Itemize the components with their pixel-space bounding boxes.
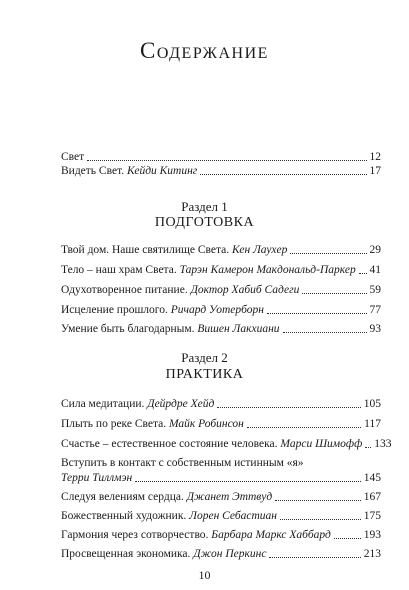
toc-entry <box>61 437 392 451</box>
toc-entry-title: Божественный художник. <box>61 510 187 522</box>
toc-entry-title: Видеть Свет. <box>61 165 125 177</box>
toc-entry-author: Джон Перкинс <box>193 548 267 560</box>
toc-entry-text <box>61 397 214 411</box>
toc-entry-text <box>61 263 356 277</box>
toc-entry-author: Кейди Китинг <box>126 165 198 177</box>
section-number: Раздел 1 <box>181 199 228 214</box>
toc-page-number: 213 <box>363 548 381 560</box>
toc-entry-author: Джанет Эттвуд <box>186 491 273 503</box>
toc-entry-title: Одухотворенное питание. <box>61 284 188 296</box>
toc-entry-title: Счастье – естественное состояние человека. <box>61 438 278 450</box>
toc-entry <box>61 150 381 164</box>
toc-leader-dots <box>290 253 366 254</box>
toc-entry <box>61 322 381 336</box>
toc-entry-title: Твой дом. Наше святилище Света. <box>61 244 230 256</box>
toc-entry-title: Тело – наш храм Света. <box>61 264 177 276</box>
toc-page-number: 12 <box>369 151 381 163</box>
toc-leader-dots <box>275 500 361 501</box>
toc-entry <box>61 164 381 178</box>
toc-entry-title: Исцеление прошлого. <box>61 304 168 316</box>
toc-entry-title: Умение быть благодарным. <box>61 323 195 335</box>
toc-entry-text <box>61 164 197 178</box>
toc-entry <box>61 547 381 561</box>
toc-leader-dots <box>365 447 371 448</box>
toc-entry-text <box>61 490 272 504</box>
toc-page-number: 29 <box>369 244 381 256</box>
toc-leader-dots <box>200 174 366 175</box>
toc-page-number: 117 <box>364 418 381 430</box>
toc-entry-title: Плыть по реке Света. <box>61 418 167 430</box>
toc-entry <box>61 490 381 504</box>
toc-leader-dots <box>302 293 366 294</box>
toc-entry-text <box>61 303 264 317</box>
toc-leader-dots <box>280 519 361 520</box>
toc-entry-author: Вишен Лакхиани <box>197 323 280 335</box>
toc-entry-title: Просвещенная экономика. <box>61 548 191 560</box>
toc-entry <box>61 263 381 277</box>
toc-entry-title: Сила медитации. <box>61 398 145 410</box>
toc-leader-dots <box>269 557 360 558</box>
toc-entry-text <box>61 471 132 485</box>
toc-leader-dots <box>283 332 367 333</box>
toc-entry-text <box>61 322 280 336</box>
toc-leader-dots <box>217 407 360 408</box>
toc-entry-text <box>61 150 84 164</box>
toc-page-number: 145 <box>363 472 381 484</box>
toc-entry <box>61 509 381 523</box>
toc-entry <box>61 528 381 542</box>
toc-entry-author: Тарэн Камерон Макдональд-Паркер <box>179 264 356 276</box>
section-title: ПРАКТИКА <box>165 367 244 382</box>
toc-entry-title: Свет <box>61 151 85 163</box>
toc-entry-title-line: Вступить в контакт с собственным истинным «я» <box>61 457 304 469</box>
toc-entry <box>61 283 381 297</box>
toc-page-number: 175 <box>363 510 381 522</box>
toc-leader-dots <box>334 538 361 539</box>
toc-entry-author: Барбара Маркс Хаббард <box>211 529 331 541</box>
toc-entry-title: Следуя велениям сердца. <box>61 491 184 503</box>
toc-entry-title: Гармония через сотворчество. <box>61 529 209 541</box>
toc-entry <box>61 303 381 317</box>
page-title: Содержание <box>140 38 269 63</box>
toc-entry-text <box>61 243 287 257</box>
toc-entry-author: Кен Лаухер <box>231 244 288 256</box>
toc-entry-text <box>61 528 331 542</box>
page-number: 10 <box>198 568 211 582</box>
toc-leader-dots <box>267 313 367 314</box>
toc-page-number: 59 <box>369 284 381 296</box>
toc-entry <box>61 417 381 431</box>
toc-page-number: 167 <box>363 491 381 503</box>
toc-leader-dots <box>135 481 361 482</box>
toc-entry-author: Майк Робинсон <box>169 418 244 430</box>
toc-leader-dots <box>87 160 366 161</box>
toc-entry-author: Лорен Себастиан <box>189 510 277 522</box>
toc-entry <box>61 243 381 257</box>
toc-page-number: 41 <box>369 264 381 276</box>
toc-leader-dots <box>247 427 361 428</box>
toc-entry-text <box>61 547 266 561</box>
toc-entry-text <box>61 417 244 431</box>
toc-page-number: 77 <box>369 304 381 316</box>
toc-entry-text <box>61 509 277 523</box>
toc-entry-author: Дейрдре Хейд <box>147 398 215 410</box>
toc-page-number: 133 <box>374 438 392 450</box>
toc-leader-dots <box>359 273 367 274</box>
section-number: Раздел 2 <box>181 350 228 365</box>
toc-entry-author: Ричард Уотерборн <box>170 304 264 316</box>
toc-entry <box>61 471 381 485</box>
toc-page-number: 193 <box>363 529 381 541</box>
toc-entry <box>61 397 381 411</box>
toc-entry-text <box>61 283 299 297</box>
toc-page-number: 105 <box>363 398 381 410</box>
section-title: ПОДГОТОВКА <box>154 215 255 230</box>
toc-entry-author: Терри Тиллмэн <box>61 472 133 484</box>
toc-page-number: 17 <box>369 165 381 177</box>
toc-entry-author: Доктор Хабиб Садеги <box>190 284 300 296</box>
toc-page-number: 93 <box>369 323 381 335</box>
toc-entry-author: Марси Шимофф <box>280 438 363 450</box>
toc-entry-text <box>61 437 362 451</box>
